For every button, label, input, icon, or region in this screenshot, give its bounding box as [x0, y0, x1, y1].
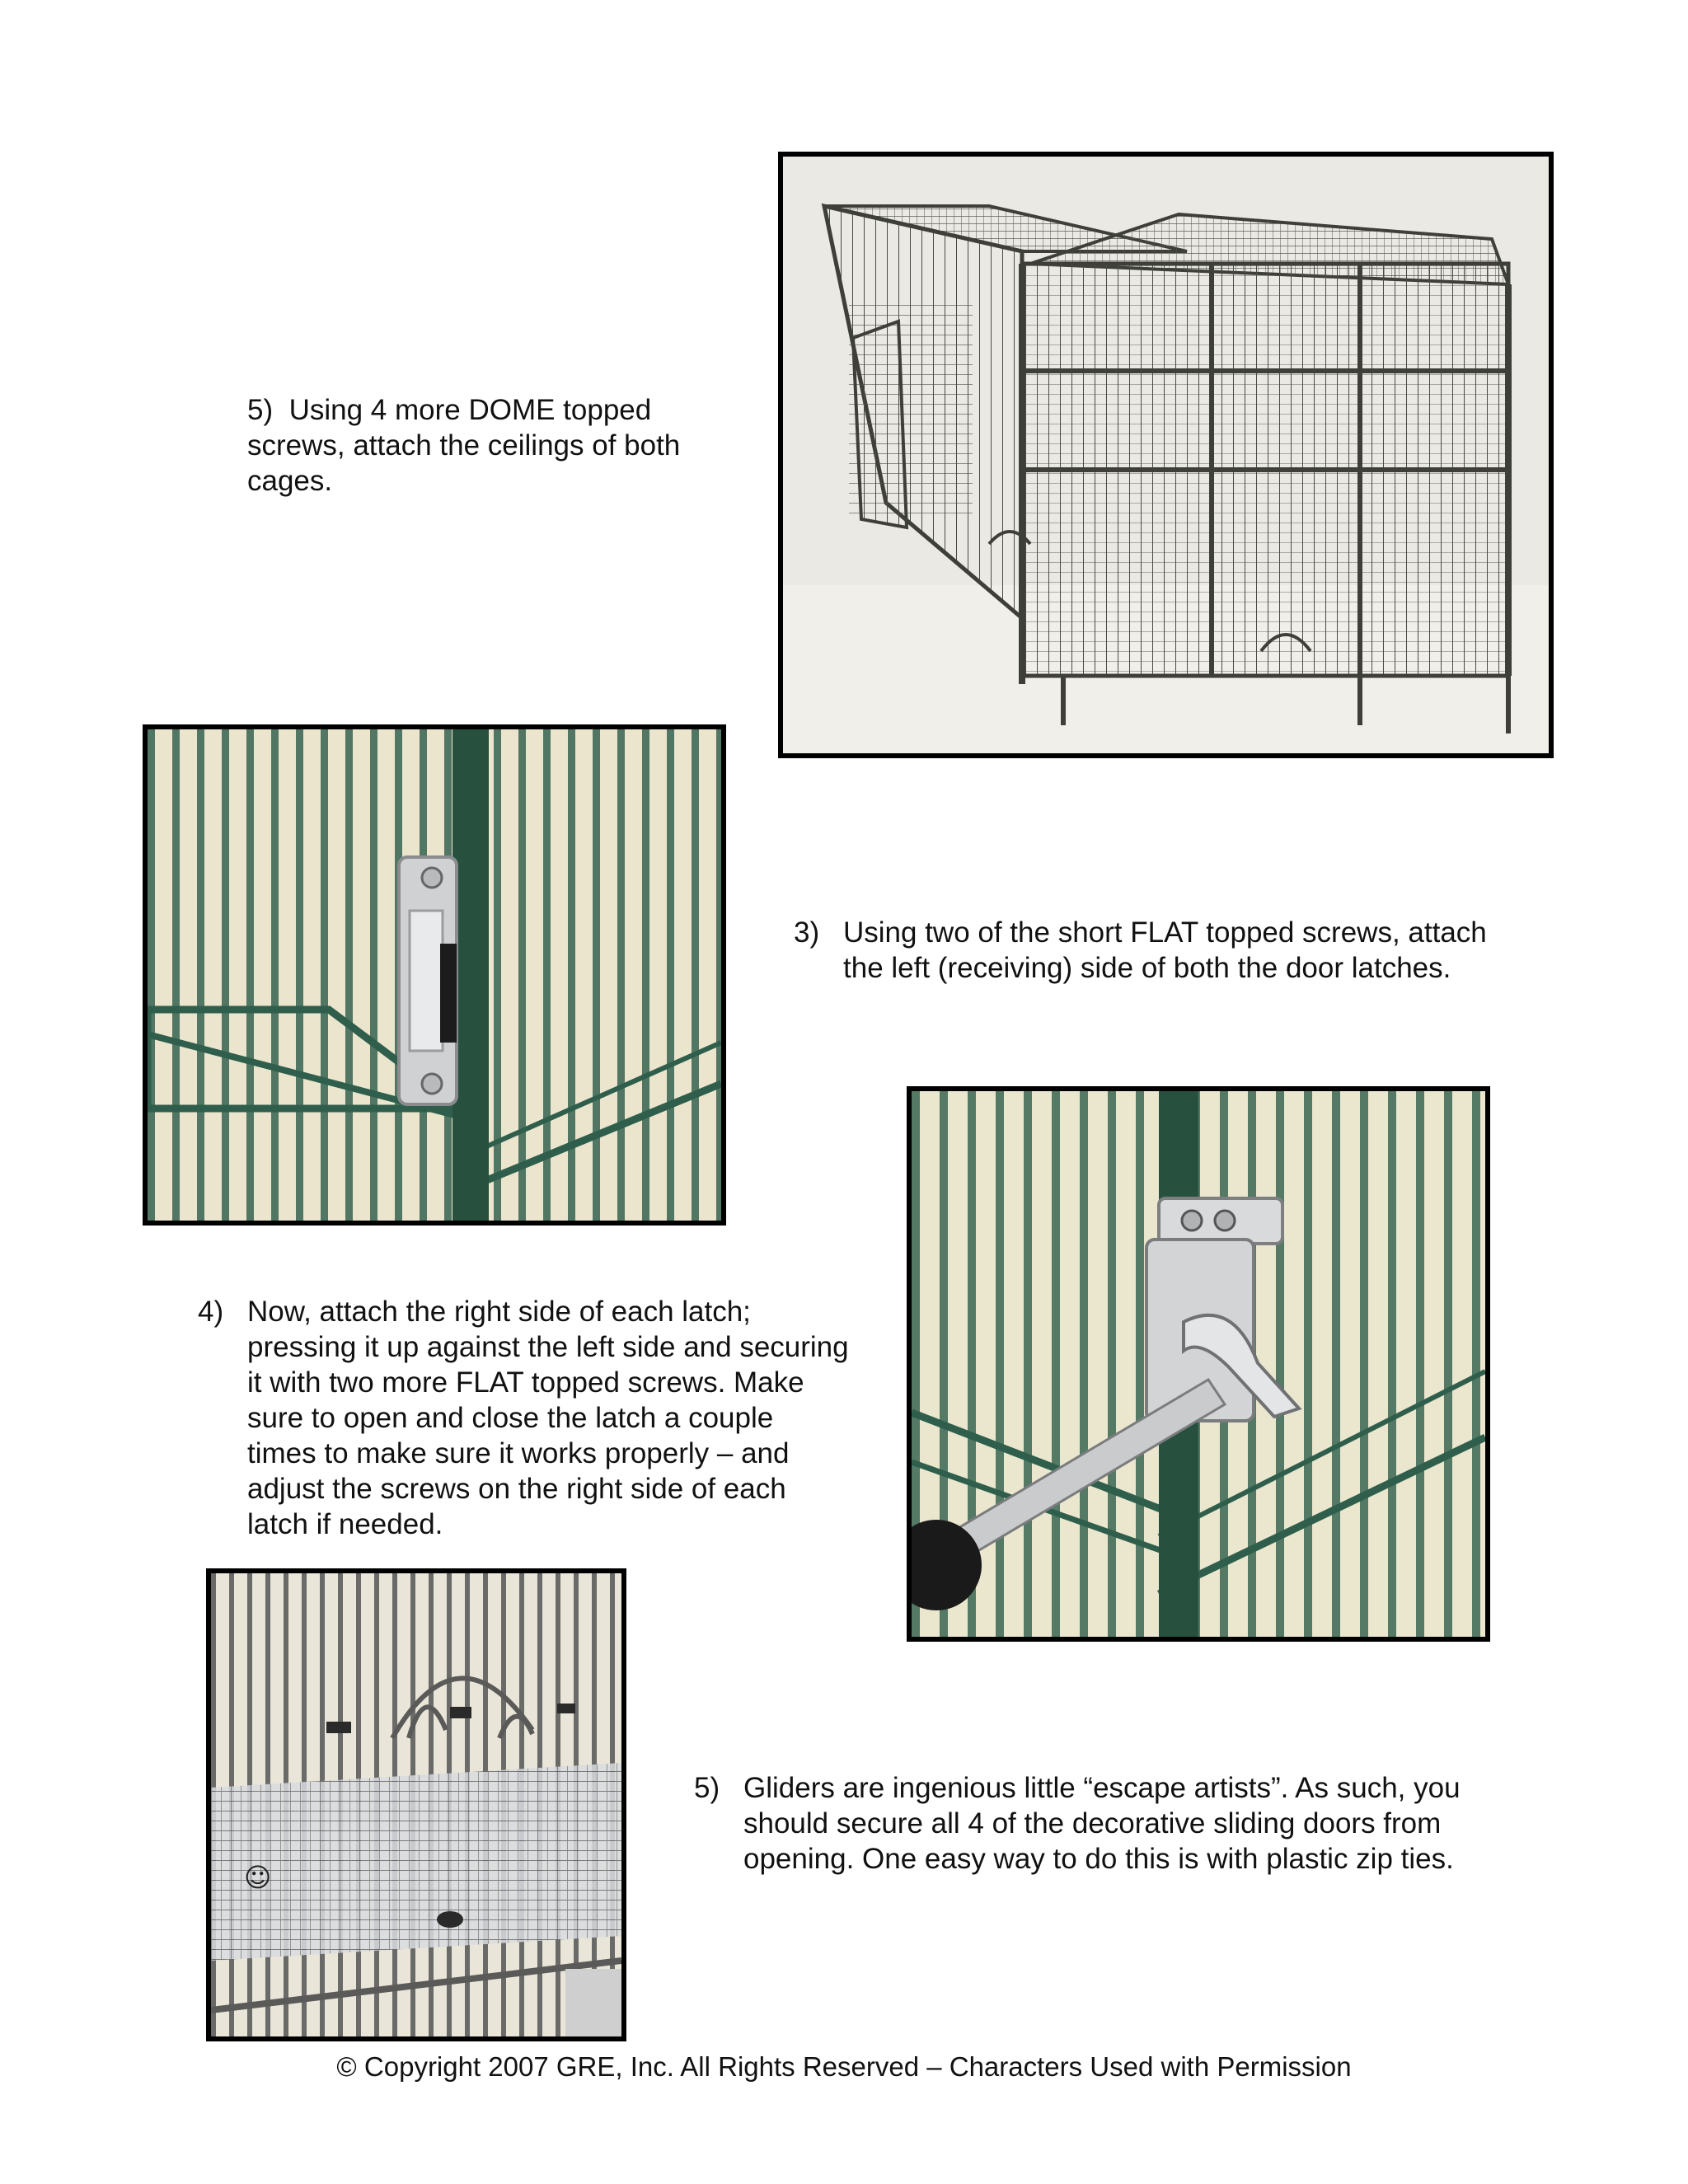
- step-latch-right-line-5: times to make sure it works properly – and: [247, 1437, 790, 1469]
- step-latch-right-line-1: Now, attach the right side of each latch;: [247, 1296, 751, 1328]
- step-ceilings: [247, 392, 680, 499]
- photo-sliding-door: [206, 1568, 626, 2041]
- smiley-icon: ☺: [244, 1862, 272, 1893]
- step-latch-left-text: [843, 915, 1552, 986]
- step-gliders-text: [743, 1770, 1568, 1877]
- step-ceilings-line-1: 5) Using 4 more DOME topped: [247, 394, 652, 426]
- step-ceilings-line-2: screws, attach the ceilings of both: [247, 429, 681, 462]
- step-latch-left-line-1: Using two of the short FLAT topped screws, attach: [843, 916, 1487, 949]
- sliding-door-illustration: [211, 1573, 621, 2036]
- step-ceilings-number: 5): [247, 394, 274, 426]
- step-latch-right-line-2: pressing it up against the left side and securing: [247, 1331, 849, 1363]
- step-latch-right-line-3: it with two more FLAT topped screws. Make: [247, 1366, 804, 1399]
- photo-left-latch-closeup: [143, 724, 726, 1226]
- step-gliders-line-2: should secure all 4 of the decorative sliding doors from: [743, 1807, 1442, 1840]
- step-latch-right-line-6: adjust the screws on the right side of each: [247, 1473, 786, 1505]
- step-latch-left-line-2: the left (receiving) side of both the door latches.: [843, 952, 1451, 984]
- step-gliders-number: 5): [694, 1772, 720, 1804]
- step-gliders-line-3: opening. One easy way to do this is with plastic zip ties.: [743, 1843, 1454, 1875]
- photo-two-cages-assembled: [778, 152, 1554, 758]
- step-latch-right: [198, 1294, 890, 1542]
- photo-assembled-latch-closeup: [907, 1086, 1490, 1642]
- step-gliders: [694, 1770, 1568, 1877]
- latch-left-illustration: [148, 729, 721, 1221]
- step-gliders-line-1: Gliders are ingenious little “escape artists”. As such, you: [743, 1772, 1461, 1804]
- copyright-footer: © Copyright 2007 GRE, Inc. All Rights Reserved – Characters Used with Permission: [336, 2051, 1352, 2082]
- step-latch-right-line-7: latch if needed.: [247, 1508, 443, 1540]
- step-latch-left-number: 3): [794, 916, 820, 949]
- step-latch-right-number: 4): [198, 1296, 224, 1328]
- step-ceilings-line-3: cages.: [247, 465, 333, 497]
- cage-illustration: [783, 157, 1549, 753]
- step-latch-left: [794, 915, 1552, 986]
- step-latch-right-text: [247, 1294, 890, 1542]
- latch-assembled-illustration: [912, 1091, 1485, 1637]
- step-latch-right-line-4: sure to open and close the latch a couple: [247, 1402, 774, 1434]
